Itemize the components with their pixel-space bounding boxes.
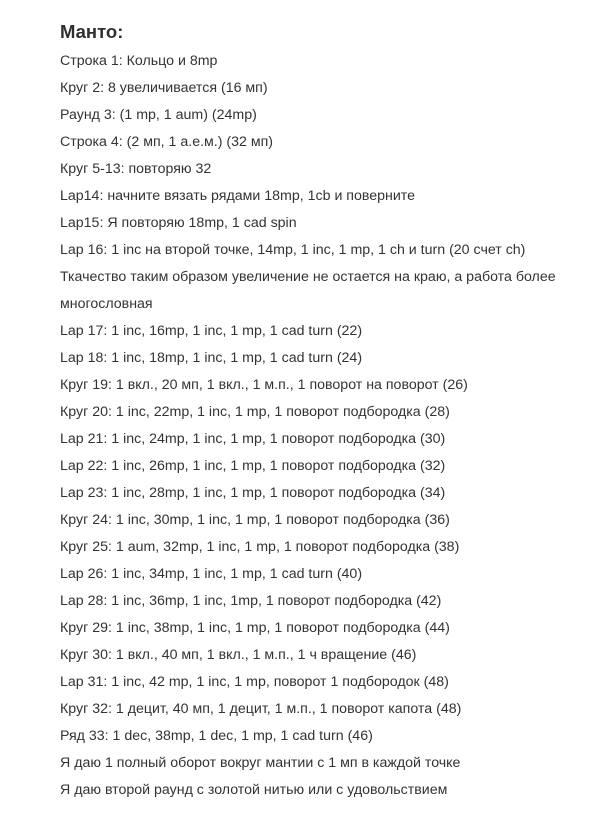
pattern-line: Круг 24: 1 inc, 30mp, 1 inc, 1 mp, 1 поворот подбородка (36) (60, 512, 450, 528)
pattern-line: Lap15: Я повторяю 18mp, 1 cad spin (60, 215, 297, 231)
pattern-line: Lap 21: 1 inc, 24mp, 1 inc, 1 mp, 1 поворот подбородка (30) (60, 431, 446, 447)
pattern-line: Я даю 1 полный оборот вокруг мантии с 1 мп в каждой точке (60, 755, 461, 771)
pattern-line: Раунд 3: (1 mp, 1 aum) (24mp) (60, 107, 257, 123)
pattern-line: Я даю второй раунд с золотой нитью или с удовольствием (60, 782, 448, 798)
pattern-line: Lap 31: 1 inc, 42 mp, 1 inc, 1 mp, поворот 1 подбородок (48) (60, 674, 449, 690)
pattern-line: Круг 30: 1 вкл., 40 мп, 1 вкл., 1 м.п., 1 ч вращение (46) (60, 647, 417, 663)
pattern-line: Ткачество таким образом увеличение не остается на краю, а работа более многословная (60, 269, 556, 312)
pattern-line: Строка 1: Кольцо и 8mp (60, 53, 218, 69)
pattern-line: Lap 22: 1 inc, 26mp, 1 inc, 1 mp, 1 поворот подбородка (32) (60, 458, 446, 474)
pattern-line: Круг 29: 1 inc, 38mp, 1 inc, 1 mp, 1 поворот подбородка (44) (60, 620, 450, 636)
pattern-line: Круг 20: 1 inc, 22mp, 1 inc, 1 mp, 1 поворот подбородка (28) (60, 404, 450, 420)
pattern-line: Строка 4: (2 мп, 1 а.е.м.) (32 мп) (60, 134, 273, 150)
pattern-line: Lap 16: 1 inc на второй точке, 14mp, 1 inc, 1 mp, 1 ch и turn (20 счет ch) (60, 242, 526, 258)
pattern-line: Круг 2: 8 увеличивается (16 мп) (60, 80, 268, 96)
pattern-line: Lap 28: 1 inc, 36mp, 1 inc, 1mp, 1 поворот подбородка (42) (60, 593, 442, 609)
pattern-line: Круг 19: 1 вкл., 20 мп, 1 вкл., 1 м.п., 1 поворот на поворот (26) (60, 377, 468, 393)
pattern-document (60, 18, 580, 804)
pattern-line: Lap 17: 1 inc, 16mp, 1 inc, 1 mp, 1 cad turn (22) (60, 323, 363, 339)
pattern-line: Lap14: начните вязать рядами 18mp, 1cb и поверните (60, 188, 416, 204)
pattern-line: Lap 23: 1 inc, 28mp, 1 inc, 1 mp, 1 поворот подбородка (34) (60, 485, 446, 501)
pattern-lines (60, 48, 580, 804)
pattern-line: Круг 5-13: повторяю 32 (60, 161, 212, 177)
pattern-line: Lap 26: 1 inc, 34mp, 1 inc, 1 mp, 1 cad turn (40) (60, 566, 363, 582)
pattern-line: Круг 25: 1 aum, 32mp, 1 inc, 1 mp, 1 поворот подбородка (38) (60, 539, 460, 555)
pattern-line: Lap 18: 1 inc, 18mp, 1 inc, 1 mp, 1 cad turn (24) (60, 350, 363, 366)
pattern-line: Ряд 33: 1 dec, 38mp, 1 dec, 1 mp, 1 cad turn (46) (60, 728, 373, 744)
pattern-line: Круг 32: 1 децит, 40 мп, 1 децит, 1 м.п., 1 поворот капота (48) (60, 701, 462, 717)
document-title: Манто: (60, 21, 124, 42)
